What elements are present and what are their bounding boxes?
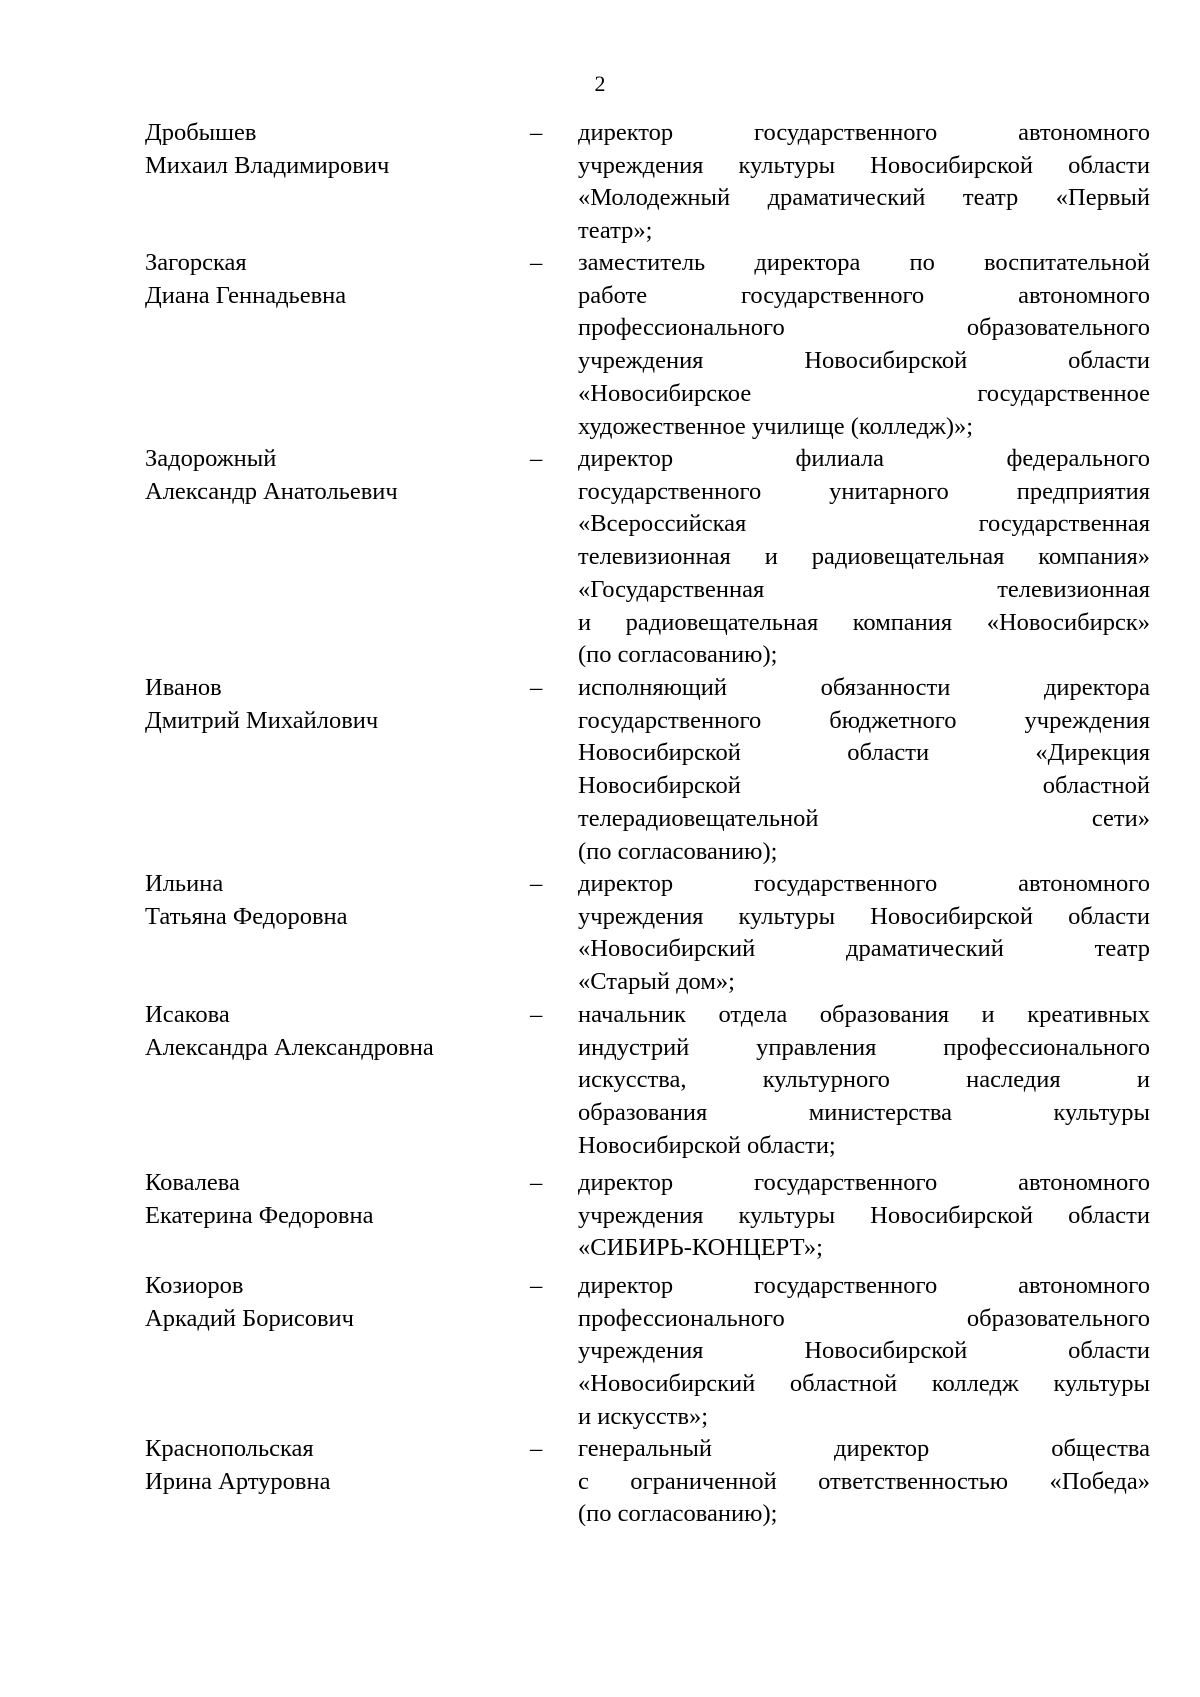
position-line: директор государственного автономного bbox=[578, 1169, 1150, 1196]
member-surname: Задорожный bbox=[145, 445, 277, 472]
member-position bbox=[578, 247, 1150, 443]
member-position bbox=[578, 1433, 1150, 1531]
member-list bbox=[0, 117, 1200, 1533]
dash-separator: – bbox=[530, 674, 543, 701]
dash-separator: – bbox=[530, 1435, 543, 1462]
member-entry bbox=[0, 1270, 1200, 1433]
position-line: с ограниченной ответственностью «Победа» bbox=[578, 1467, 1150, 1495]
position-line: и радиовещательная компания «Новосибирск» bbox=[578, 608, 1150, 636]
dash-separator: – bbox=[530, 1001, 543, 1028]
member-position bbox=[578, 999, 1150, 1163]
page-number: 2 bbox=[594, 71, 606, 96]
position-line: учреждения Новосибирской области bbox=[578, 1337, 1150, 1365]
member-surname: Дробышев bbox=[145, 119, 257, 146]
position-line: государственного бюджетного учреждения bbox=[578, 706, 1150, 734]
position-line: исполняющий обязанности директора bbox=[578, 674, 1150, 701]
member-name bbox=[145, 1270, 525, 1335]
position-line: «СИБИРЬ-КОНЦЕРТ»; bbox=[578, 1234, 823, 1262]
position-line: «Молодежный драматический театр «Первый bbox=[578, 184, 1150, 212]
position-line: Новосибирской области «Дирекция bbox=[578, 739, 1150, 767]
position-line: директор филиала федерального bbox=[578, 445, 1150, 472]
member-surname: Козиоров bbox=[145, 1272, 244, 1299]
position-line: «Новосибирский областной колледж культуры bbox=[578, 1370, 1150, 1398]
position-line: начальник отдела образования и креативных bbox=[578, 1001, 1150, 1028]
member-position bbox=[578, 117, 1150, 248]
member-surname: Загорская bbox=[145, 249, 247, 276]
member-surname: Ильина bbox=[145, 870, 224, 897]
position-line: государственного унитарного предприятия bbox=[578, 477, 1150, 505]
member-entry bbox=[0, 672, 1200, 868]
dash-separator: – bbox=[530, 1272, 543, 1299]
member-name bbox=[145, 117, 525, 182]
member-given-names: Татьяна Федоровна bbox=[145, 902, 348, 930]
member-entry bbox=[0, 247, 1200, 443]
position-line: Новосибирской областной bbox=[578, 772, 1150, 800]
position-line: директор государственного автономного bbox=[578, 119, 1150, 146]
member-given-names: Аркадий Борисович bbox=[145, 1304, 354, 1332]
member-surname: Ковалева bbox=[145, 1169, 240, 1196]
dash-separator: – bbox=[530, 870, 543, 897]
position-line: художественное училище (колледж)»; bbox=[578, 412, 974, 440]
member-position bbox=[578, 1270, 1150, 1434]
position-line: телевизионная и радиовещательная компания» bbox=[578, 543, 1150, 571]
member-name bbox=[145, 1433, 525, 1498]
member-given-names: Михаил Владимирович bbox=[145, 151, 390, 179]
member-name bbox=[145, 868, 525, 933]
member-position bbox=[578, 868, 1150, 999]
position-line: (по согласованию); bbox=[578, 837, 778, 865]
member-position bbox=[578, 672, 1150, 868]
position-line: «Всероссийская государственная bbox=[578, 510, 1150, 538]
position-line: телерадиовещательной сети» bbox=[578, 804, 1150, 832]
position-line: театр»; bbox=[578, 217, 653, 245]
member-surname: Исакова bbox=[145, 1001, 230, 1028]
position-line: «Старый дом»; bbox=[578, 968, 735, 996]
dash-separator: – bbox=[530, 445, 543, 472]
member-given-names: Ирина Артуровна bbox=[145, 1467, 331, 1495]
position-line: генеральный директор общества bbox=[578, 1435, 1150, 1462]
dash-separator: – bbox=[530, 119, 543, 146]
position-line: Новосибирской области; bbox=[578, 1131, 836, 1159]
position-line: индустрий управления профессионального bbox=[578, 1033, 1150, 1061]
position-line: учреждения Новосибирской области bbox=[578, 347, 1150, 375]
position-line: профессионального образовательного bbox=[578, 1304, 1150, 1332]
member-given-names: Дмитрий Михайлович bbox=[145, 706, 379, 734]
member-surname: Иванов bbox=[145, 674, 222, 701]
position-line: «Новосибирское государственное bbox=[578, 379, 1150, 407]
member-name bbox=[145, 1167, 525, 1232]
member-entry bbox=[0, 1167, 1200, 1270]
position-line: работе государственного автономного bbox=[578, 281, 1150, 309]
position-line: заместитель директора по воспитательной bbox=[578, 249, 1150, 276]
member-given-names: Екатерина Федоровна bbox=[145, 1201, 374, 1229]
position-line: учреждения культуры Новосибирской области bbox=[578, 902, 1150, 930]
member-entry bbox=[0, 117, 1200, 247]
position-line: директор государственного автономного bbox=[578, 870, 1150, 897]
member-position bbox=[578, 1167, 1150, 1265]
member-entry bbox=[0, 868, 1200, 999]
dash-separator: – bbox=[530, 249, 543, 276]
position-line: «Государственная телевизионная bbox=[578, 575, 1150, 603]
member-name bbox=[145, 672, 525, 737]
member-given-names: Александр Анатольевич bbox=[145, 477, 398, 505]
member-surname: Краснопольская bbox=[145, 1435, 314, 1462]
member-given-names: Александра Александровна bbox=[145, 1033, 434, 1061]
member-position bbox=[578, 443, 1150, 672]
position-line: образования министерства культуры bbox=[578, 1099, 1150, 1127]
position-line: профессионального образовательного bbox=[578, 314, 1150, 342]
position-line: (по согласованию); bbox=[578, 641, 778, 669]
position-line: директор государственного автономного bbox=[578, 1272, 1150, 1299]
position-line: «Новосибирский драматический театр bbox=[578, 935, 1150, 963]
position-line: и искусств»; bbox=[578, 1402, 709, 1430]
position-line: учреждения культуры Новосибирской области bbox=[578, 151, 1150, 179]
member-name bbox=[145, 999, 525, 1064]
member-entry bbox=[0, 443, 1200, 672]
member-name bbox=[145, 247, 525, 312]
member-entry bbox=[0, 1433, 1200, 1533]
member-name bbox=[145, 443, 525, 508]
position-line: (по согласованию); bbox=[578, 1500, 778, 1528]
position-line: учреждения культуры Новосибирской области bbox=[578, 1201, 1150, 1229]
position-line: искусства, культурного наследия и bbox=[578, 1066, 1150, 1094]
dash-separator: – bbox=[530, 1169, 543, 1196]
member-entry bbox=[0, 999, 1200, 1167]
member-given-names: Диана Геннадьевна bbox=[145, 281, 347, 309]
